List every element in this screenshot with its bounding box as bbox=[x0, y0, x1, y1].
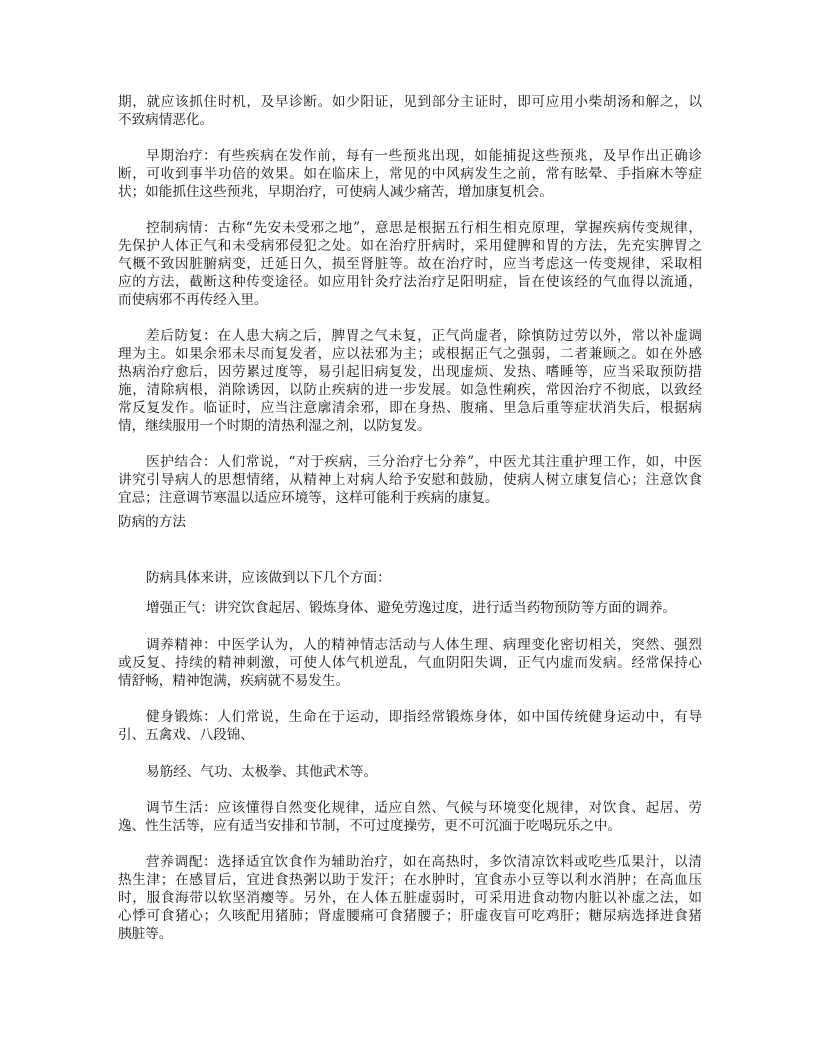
text-line: 讲究引导病人的思想情绪，从精神上对病人给予安慰和鼓励，使病人树立康复信心；注意饮食 bbox=[118, 472, 702, 488]
paragraph bbox=[118, 599, 702, 617]
paragraph bbox=[118, 799, 702, 835]
text-line: 心悸可食猪心；久咳配用猪肺；肾虚腰痛可食猪腰子；肝虚夜盲可吃鸡肝；糖尿病选择进食猪 bbox=[118, 908, 702, 924]
paragraph bbox=[118, 636, 702, 690]
text-line: 而使病邪不再传经入里。 bbox=[118, 292, 268, 308]
text-line: 引、五禽戏、八段锦、 bbox=[118, 727, 254, 743]
text-line: 情，继续服用一个时期的清热利湿之剂，以防复发。 bbox=[118, 418, 431, 434]
paragraph bbox=[118, 708, 702, 744]
text-line: 或反复、持续的精神刺激，可使人体气机逆乱，气血阴阳失调，正气内虚而发病。经常保持心 bbox=[118, 655, 702, 671]
text-line: 常反复发作。临证时，应当注意廓清余邪，即在身热、腹痛、里急后重等症状消失后，根据病 bbox=[118, 400, 702, 416]
text-line: 理为主。如果余邪未尽而复发者，应以祛邪为主；或根据正气之强弱，二者兼顾之。如在外感 bbox=[118, 346, 702, 362]
paragraph bbox=[118, 569, 702, 587]
text-line: 气概不致因脏腑病变，迁延日久，损至肾脏等。故在治疗时，应当考虑这一传变规律，采取相 bbox=[118, 256, 702, 272]
text-line: 状；如能抓住这些预兆，早期治疗，可使病人减少痛苦，增加康复机会。 bbox=[118, 184, 553, 200]
text-line: 营养调配：选择适宜饮食作为辅助治疗，如在高热时，多饮清凉饮料或吃些瓜果汁，以清 bbox=[146, 854, 702, 870]
text-line: 调节生活：应该懂得自然变化规律，适应自然、气候与环境变化规律，对饮食、起居、劳 bbox=[146, 800, 702, 816]
text-line: 应的方法，截断这种传变途径。如应用针灸疗法治疗足阳明症，旨在使该经的气血得以流通， bbox=[118, 274, 702, 290]
paragraph bbox=[118, 453, 702, 507]
text-line: 健身锻炼：人们常说，生命在于运动，即指经常锻炼身体，如中国传统健身运动中，有导 bbox=[146, 709, 702, 725]
text-line: 热病治疗愈后，因劳累过度等，易引起旧病复发，出现虚烦、发热、嗜睡等，应当采取预防措 bbox=[118, 364, 702, 380]
text-line: 易筋经、气功、太极拳、其他武术等。 bbox=[146, 764, 378, 780]
text-line: 时，服食海带以软坚消瘿等。另外，在人体五脏虚弱时，可采用进食动物内脏以补虚之法，如 bbox=[118, 890, 702, 906]
text-line: 胰脏等。 bbox=[118, 926, 173, 942]
text-line: 不致病情恶化。 bbox=[118, 112, 214, 128]
text-line: 热生津；在感冒后，宜进食热粥以助于发汗；在水肿时，宜食赤小豆等以利水消肿；在高血压 bbox=[118, 872, 702, 888]
text-line: 增强正气：讲究饮食起居、锻炼身体、避免劳逸过度，进行适当药物预防等方面的调养。 bbox=[146, 600, 677, 616]
text-line: 情舒畅，精神饱满，疾病就不易发生。 bbox=[118, 673, 350, 689]
paragraph bbox=[118, 219, 702, 309]
text-line: 断，可收到事半功倍的效果。如在临床上，常见的中风病发生之前，常有眩晕、手指麻木等症 bbox=[118, 166, 702, 182]
text-line: 逸、性生活等，应有适当安排和节制，不可过度操劳，更不可沉湎于吃喝玩乐之中。 bbox=[118, 818, 621, 834]
text-line: 控制病情：古称“先安未受邪之地”，意思是根据五行相生相克原理，掌握疾病传变规律， bbox=[146, 220, 702, 236]
text-line: 先保护人体正气和未受病邪侵犯之处。如在治疗肝病时，采用健脾和胃的方法，先充实脾胃之 bbox=[118, 238, 702, 254]
paragraph bbox=[118, 327, 702, 435]
text-line: 防病具体来讲，应该做到以下几个方面： bbox=[146, 570, 391, 586]
text-line: 宜忌；注意调节寒温以适应环境等，这样可能利于疾病的康复。 bbox=[118, 490, 499, 506]
section-heading bbox=[118, 513, 702, 531]
paragraph bbox=[118, 853, 702, 943]
text-line: 期，就应该抓住时机，及早诊断。如少阳证，见到部分主证时，即可应用小柴胡汤和解之，以 bbox=[118, 94, 702, 110]
text-line: 差后防复：在人患大病之后，脾胃之气未复，正气尚虚者，除慎防过劳以外，常以补虚调 bbox=[146, 328, 702, 344]
text-line: 施，清除病根，消除诱因，以防止疾病的进一步发展。如急性痢疾，常因治疗不彻底，以致经 bbox=[118, 382, 702, 398]
paragraph bbox=[118, 93, 702, 129]
text-line: 防病的方法 bbox=[118, 514, 186, 530]
text-line: 调养精神：中医学认为，人的精神情志活动与人体生理、病理变化密切相关，突然、强烈 bbox=[146, 637, 702, 653]
text-line: 早期治疗：有些疾病在发作前，每有一些预兆出现，如能捕捉这些预兆，及早作出正确诊 bbox=[146, 148, 702, 164]
paragraph bbox=[118, 763, 702, 781]
text-line: 医护结合：人们常说，“对于疾病，三分治疗七分养”，中医尤其注重护理工作，如，中医 bbox=[146, 454, 702, 470]
paragraph bbox=[118, 147, 702, 201]
